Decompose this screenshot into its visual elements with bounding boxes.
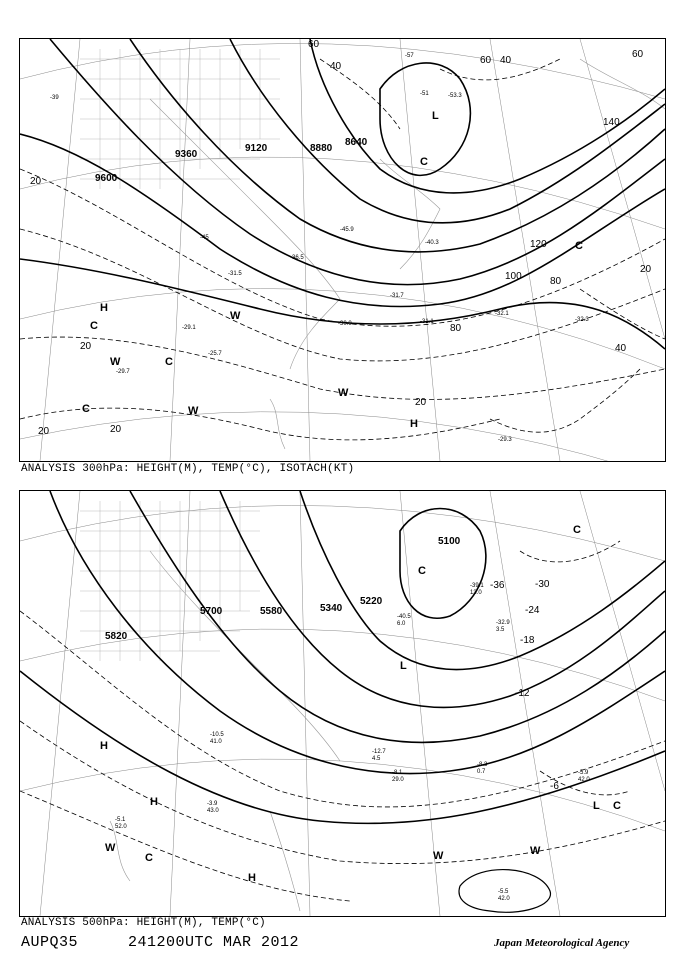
- isotach-label: 20: [640, 264, 652, 275]
- isotach-label: 140: [603, 117, 620, 128]
- station-value: -31.7: [390, 293, 404, 299]
- station-value: 13.0: [470, 590, 482, 596]
- pressure-system-group: [100, 524, 621, 884]
- station-value: -32.3: [575, 317, 589, 323]
- station-value: 42.0: [498, 896, 510, 902]
- temperature-label: -24: [525, 605, 540, 616]
- cold-marker: C: [420, 156, 428, 168]
- station-value: 29.0: [392, 777, 404, 783]
- isotach-label: 100: [505, 271, 522, 282]
- graticule: [20, 491, 665, 916]
- warm-marker: W: [188, 405, 199, 417]
- station-value: -32.9: [496, 620, 510, 626]
- station-value: -29.3: [498, 437, 512, 443]
- cold-marker: C: [90, 320, 98, 332]
- station-value: -31.5: [228, 271, 242, 277]
- high-pressure-marker: H: [248, 872, 256, 884]
- isotach-label: 80: [450, 323, 462, 334]
- height-label: 5100: [438, 536, 461, 547]
- temperature-label: -30: [535, 579, 550, 590]
- isotach-label: 120: [530, 239, 547, 250]
- temperature-label: -18: [520, 635, 535, 646]
- station-value: -30.9: [338, 321, 352, 327]
- high-pressure-marker: H: [100, 302, 108, 314]
- pressure-system-group: [82, 110, 583, 430]
- height-label: 5340: [320, 603, 343, 614]
- height-label: 9600: [95, 173, 118, 184]
- station-value: -29.7: [116, 369, 130, 375]
- warm-marker: W: [105, 842, 116, 854]
- isotach-label: 20: [80, 341, 92, 352]
- height-label: 9120: [245, 143, 268, 154]
- station-value: 52.0: [115, 824, 127, 830]
- isotach-label: 40: [615, 343, 627, 354]
- high-pressure-marker: H: [150, 796, 158, 808]
- station-value: -5.1: [115, 817, 126, 823]
- height-contours: [20, 39, 665, 349]
- low-pressure-marker: L: [593, 800, 600, 812]
- station-value: -8.1: [392, 770, 403, 776]
- cold-marker: C: [82, 403, 90, 415]
- station-value: -31.1: [420, 319, 434, 325]
- caption-300hpa: ANALYSIS 300hPa: HEIGHT(M), TEMP(°C), ISOTACH(KT): [21, 463, 355, 475]
- height-label: 5700: [200, 606, 223, 617]
- height-label: 8880: [310, 143, 333, 154]
- station-value: 6.0: [397, 621, 406, 627]
- station-value: 41.0: [210, 739, 222, 745]
- station-value: 4.5: [372, 756, 381, 762]
- station-value: -10.5: [210, 732, 224, 738]
- high-pressure-marker: H: [410, 418, 418, 430]
- isotach-label: 20: [30, 176, 42, 187]
- isotach-label: 20: [415, 397, 427, 408]
- isotach-label: 60: [632, 49, 644, 60]
- station-value: 0.7: [477, 769, 486, 775]
- station-value: -45.9: [340, 227, 354, 233]
- height-contours: [20, 491, 665, 823]
- station-value: -5.5: [498, 889, 509, 895]
- station-value: -51: [420, 91, 429, 97]
- temperature-label: -36: [490, 580, 505, 591]
- station-value: -25.7: [208, 351, 222, 357]
- agency-name: Japan Meteorological Agency: [494, 937, 630, 949]
- station-value: 43.0: [207, 808, 219, 814]
- station-value: -39: [50, 95, 59, 101]
- isotach-label: 60: [480, 55, 492, 66]
- valid-time: 241200UTC MAR 2012: [128, 934, 300, 951]
- height-label: 9360: [175, 149, 198, 160]
- low-pressure-marker: L: [432, 110, 439, 122]
- station-value: -32.1: [495, 311, 509, 317]
- warm-marker: W: [338, 387, 349, 399]
- station-value: -5.9: [578, 770, 589, 776]
- height-label: 5820: [105, 631, 128, 642]
- isotach-label: 60: [308, 39, 320, 50]
- station-value: 42.0: [578, 777, 590, 783]
- station-value: -57: [405, 53, 414, 59]
- station-value: -53.3: [448, 93, 462, 99]
- height-label-group: [105, 536, 461, 642]
- warm-marker: W: [230, 310, 241, 322]
- isotach-label: 40: [330, 61, 342, 72]
- isotach-label: 40: [500, 55, 512, 66]
- station-value: -45: [200, 235, 209, 241]
- cold-marker: C: [165, 356, 173, 368]
- caption-500hpa: ANALYSIS 500hPa: HEIGHT(M), TEMP(°C): [21, 917, 266, 929]
- cold-marker: C: [418, 565, 426, 577]
- station-value: -40.5: [397, 614, 411, 620]
- station-value: -3.9: [207, 801, 218, 807]
- height-label: 5220: [360, 596, 383, 607]
- cold-marker: C: [575, 240, 583, 252]
- data-grid: [80, 49, 280, 189]
- warm-marker: W: [433, 850, 444, 862]
- warm-marker: W: [110, 356, 121, 368]
- high-pressure-marker: H: [100, 740, 108, 752]
- map-panel-500hpa: [19, 490, 666, 917]
- temperature-contours: [20, 541, 665, 901]
- isotach-label: 20: [110, 424, 122, 435]
- station-value: -29.1: [182, 325, 196, 331]
- station-value: 3.5: [496, 627, 505, 633]
- map-500hpa-svg: [20, 491, 665, 916]
- station-value: -40.3: [425, 240, 439, 246]
- isotach-label: 20: [38, 426, 50, 437]
- station-value: -36.5: [290, 255, 304, 261]
- map-300hpa-svg: [20, 39, 665, 461]
- station-value: -39.1: [470, 583, 484, 589]
- height-label: 8640: [345, 137, 368, 148]
- station-value: -12.7: [372, 749, 386, 755]
- cold-marker: C: [573, 524, 581, 536]
- low-pressure-marker: L: [400, 660, 407, 672]
- station-value: -8.3: [477, 762, 488, 768]
- map-panel-300hpa: [19, 38, 666, 462]
- height-label: 5580: [260, 606, 283, 617]
- chart-id: AUPQ35: [21, 934, 79, 951]
- station-label-group: [50, 53, 589, 443]
- cold-marker: C: [613, 800, 621, 812]
- cold-marker: C: [145, 852, 153, 864]
- temperature-label: -6: [550, 781, 559, 792]
- warm-marker: W: [530, 845, 541, 857]
- temperature-label: -12: [515, 688, 530, 699]
- isotach-label: 80: [550, 276, 562, 287]
